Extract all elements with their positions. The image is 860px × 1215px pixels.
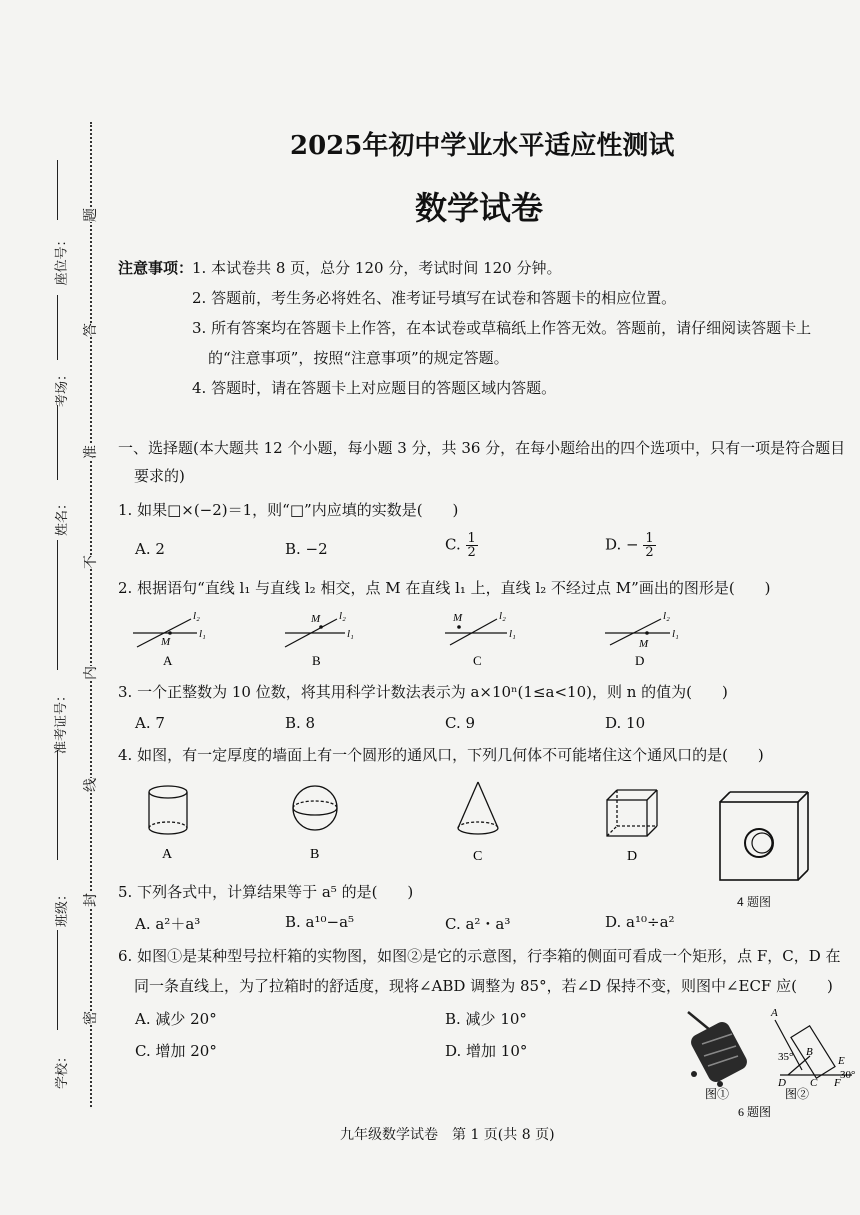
svg-text:l₂: l₂	[663, 610, 670, 622]
q6-option-d: D. 增加 10°	[445, 1042, 528, 1060]
q3-option-c: C. 9	[445, 714, 476, 732]
svg-text:l₁: l₁	[199, 628, 206, 640]
q2-figures	[125, 605, 685, 670]
notice-item: 4. 答题时，请在答题卡上对应题目的答题区域内答题。	[192, 379, 557, 397]
svg-text:C: C	[473, 653, 482, 668]
svg-text:6 题图: 6 题图	[738, 1105, 772, 1119]
fraction: $\frac{1}{2}$	[645, 531, 654, 560]
svg-text:E: E	[838, 1055, 845, 1067]
q3-option-b: B. 8	[285, 714, 316, 732]
svg-text:30°: 30°	[840, 1069, 856, 1081]
q1-option-c: C. $\frac{1}{2}$	[445, 531, 476, 560]
q2-figure-a	[133, 610, 206, 668]
svg-text:M: M	[161, 636, 171, 648]
svg-text:l₂: l₂	[339, 610, 346, 622]
svg-text:D: D	[778, 1077, 786, 1089]
q1-option-d: D. − $\frac{1}{2}$	[605, 531, 654, 560]
svg-text:l₂: l₂	[499, 610, 506, 622]
q5-option-c: C. a²・a³	[445, 915, 511, 933]
page-title: 2025年初中学业水平适应性测试	[290, 131, 675, 161]
svg-text:图①: 图①	[705, 1087, 730, 1101]
q5-option-b: B. a¹⁰−a⁵	[285, 913, 355, 931]
luggage-icon	[688, 1012, 750, 1087]
q5-stem: 5. 下列各式中，计算结果等于 a⁵ 的是( )	[118, 883, 414, 901]
q4-stem: 4. 如图，有一定厚度的墙面上有一个圆形的通风口，下列几何体不可能堵住这个通风口的是( )	[118, 746, 764, 764]
svg-text:l₂: l₂	[193, 610, 200, 622]
q3-option-d: D. 10	[605, 714, 646, 732]
svg-text:A: A	[163, 653, 173, 668]
q6-option-c: C. 增加 20°	[135, 1042, 217, 1060]
svg-text:B: B	[310, 847, 320, 862]
svg-text:A: A	[771, 1007, 778, 1019]
svg-text:M: M	[639, 638, 649, 650]
page-subtitle: 数学试卷	[415, 189, 544, 227]
fraction: $\frac{1}{2}$	[467, 531, 476, 560]
sidebar-line	[57, 295, 58, 360]
seal-dotted-line	[90, 122, 92, 1107]
page-footer: 九年级数学试卷 第 1 页(共 8 页)	[340, 1127, 555, 1143]
seal-char: 准	[80, 445, 100, 459]
q6-figures	[670, 1000, 860, 1125]
notice-item: 2. 答题前，考生务必将姓名、准考证号填写在试卷和答题卡的相应位置。	[192, 289, 677, 307]
section-heading: 一、选择题(本大题共 12 个小题，每小题 3 分，共 36 分，在每小题给出的四个选项中，只有一项是符合题目	[118, 439, 846, 457]
q6-stem-line1: 6. 如图①是某种型号拉杆箱的实物图，如图②是它的示意图，行李箱的侧面可看成一个矩形，点 F，C，D 在	[118, 947, 841, 965]
seal-char: 答	[80, 323, 100, 337]
svg-text:M: M	[311, 613, 321, 625]
seat-number-label: 座位号：	[54, 233, 70, 286]
q3-option-a: A. 7	[135, 714, 165, 732]
svg-text:A: A	[162, 847, 173, 862]
sidebar-line	[57, 540, 58, 670]
svg-text:M: M	[453, 612, 463, 624]
q2-figure-c	[445, 610, 516, 668]
q1-stem: 1. 如果□×(−2)＝1，则“□”内应填的实数是( )	[118, 501, 459, 519]
svg-text:l₁: l₁	[509, 628, 516, 640]
svg-text:D: D	[635, 653, 645, 668]
sidebar-line	[57, 160, 58, 220]
seal-char: 密	[80, 1011, 100, 1025]
svg-text:图②: 图②	[785, 1087, 810, 1101]
notice-label: 注意事项：	[118, 259, 194, 277]
seal-char: 内	[80, 666, 100, 680]
svg-text:B: B	[806, 1046, 813, 1058]
svg-text:C: C	[810, 1077, 818, 1089]
q6-option-a: A. 减少 20°	[135, 1010, 217, 1028]
cone-icon	[458, 782, 498, 834]
q2-figure-d	[605, 610, 679, 668]
notice-item: 3. 所有答案均在答题卡上作答，在本试卷或草稿纸上作答无效。答题前，请仔细阅读答题卡上	[192, 319, 812, 337]
cube-icon	[607, 790, 657, 836]
admission-number-label: 准考证号：	[54, 688, 70, 755]
seal-char: 题	[80, 208, 100, 222]
svg-text:35°: 35°	[778, 1051, 794, 1063]
svg-text:l₁: l₁	[672, 628, 679, 640]
q5-option-d: D. a¹⁰÷a²	[605, 913, 675, 931]
name-label: 姓名：	[55, 496, 71, 537]
q3-stem: 3. 一个正整数为 10 位数，将其用科学计数法表示为 a×10ⁿ(1≤a<10)，则 n 的值为( )	[118, 683, 728, 701]
exam-room-label: 考场：	[55, 367, 71, 408]
svg-text:F: F	[834, 1077, 841, 1089]
cylinder-icon	[149, 786, 187, 834]
q1-option-a: A. 2	[135, 540, 165, 558]
q5-option-a: A. a²＋a³	[135, 915, 201, 933]
school-label: 学校：	[55, 1049, 71, 1090]
svg-text:l₁: l₁	[347, 628, 354, 640]
svg-text:B: B	[312, 653, 321, 668]
svg-text:D: D	[627, 849, 638, 864]
sidebar-line	[57, 405, 58, 480]
q4-figure-caption: 4 题图	[737, 895, 772, 909]
seal-char: 封	[80, 893, 100, 907]
q6-stem-line2: 同一条直线上，为了拉箱时的舒适度，现将∠ABD 调整为 85°，若∠D 保持不变，则图中∠ECF 应( )	[134, 977, 833, 995]
section-heading-cont: 要求的)	[134, 467, 185, 485]
q2-figure-b	[285, 610, 354, 668]
q6-option-b: B. 减少 10°	[445, 1010, 527, 1028]
q2-stem: 2. 根据语句“直线 l₁ 与直线 l₂ 相交，点 M 在直线 l₁ 上，直线 l₂ 不经过点 M”画出的图形是( )	[118, 579, 771, 597]
seal-char: 不	[80, 555, 100, 569]
sphere-icon	[293, 786, 337, 830]
seal-char: 线	[80, 778, 100, 792]
notice-item: 1. 本试卷共 8 页，总分 120 分，考试时间 120 分钟。	[192, 259, 562, 277]
wall-vent-icon	[720, 792, 808, 880]
sidebar-line	[57, 750, 58, 860]
sidebar-line	[57, 930, 58, 1030]
svg-text:C: C	[473, 849, 483, 864]
notice-item: 的“注意事项”，按照“注意事项”的规定答题。	[208, 349, 509, 367]
q1-option-b: B. −2	[285, 540, 328, 558]
class-label: 班级：	[55, 887, 71, 928]
